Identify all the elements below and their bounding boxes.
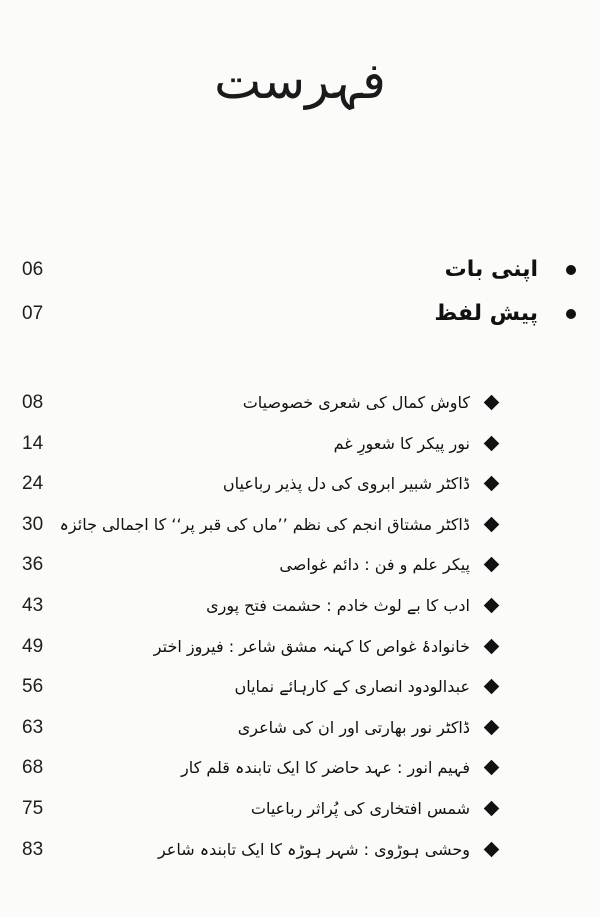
- entry-title: اپنی بات: [444, 257, 538, 282]
- bullet-icon: [566, 265, 576, 275]
- preface-entry: [0, 294, 600, 334]
- entry-title: خانوادۂ غواص کا کہنہ مشق شاعر : فیروز اختر: [153, 636, 470, 656]
- diamond-bullet-icon: [484, 476, 500, 492]
- entry-title: پیکر علم و فن : دائم غواصی: [279, 555, 470, 575]
- entry-title: ڈاکٹر نور بھارتی اور ان کی شاعری: [237, 717, 470, 737]
- contents-entry: [0, 545, 600, 585]
- contents-entry: [0, 708, 600, 748]
- page-number: 14: [22, 432, 44, 454]
- contents-entry: [0, 424, 600, 464]
- diamond-bullet-icon: [484, 395, 500, 411]
- diamond-bullet-icon: [484, 435, 500, 451]
- contents-entry: [0, 789, 600, 829]
- page-number: 08: [22, 392, 44, 413]
- page-number: 24: [22, 473, 44, 495]
- page-number: 36: [22, 554, 44, 576]
- diamond-bullet-icon: [484, 841, 500, 857]
- page-number: 49: [22, 635, 44, 657]
- entry-title: عبدالودود انصاری کے کارہائے نمایاں: [234, 677, 470, 697]
- contents-entry: [0, 830, 600, 870]
- page-number: 07: [22, 303, 44, 324]
- entry-title: ڈاکٹر مشتاق انجم کی نظم ’’ماں کی قبر پر‘‘ کا اجمالی جائزہ: [59, 514, 470, 534]
- contents-entry: [0, 383, 600, 423]
- entry-title: ڈاکٹر شبیر ابروی کی دل پذیر رباعیاں: [222, 474, 470, 494]
- entry-title: ادب کا بے لوث خادم : حشمت فتح پوری: [206, 596, 470, 615]
- entry-title: کاوش کمال کی شعری خصوصیات: [242, 393, 470, 412]
- preface-entry: [0, 250, 600, 290]
- diamond-bullet-icon: [484, 801, 500, 817]
- contents-entry: [0, 627, 600, 667]
- diamond-bullet-icon: [484, 598, 500, 614]
- contents-entry: [0, 667, 600, 707]
- bullet-icon: [566, 309, 576, 319]
- contents-entry: [0, 505, 600, 545]
- diamond-bullet-icon: [484, 517, 500, 533]
- contents-entry: [0, 748, 600, 788]
- page-number: 75: [22, 798, 44, 819]
- entry-title: نور پیکر کا شعورِ غم: [333, 433, 470, 453]
- diamond-bullet-icon: [484, 557, 500, 573]
- page-number: 63: [22, 716, 44, 738]
- page-number: 30: [22, 513, 44, 535]
- contents-entry: [0, 586, 600, 626]
- page-title: فہرست: [214, 52, 386, 110]
- diamond-bullet-icon: [484, 638, 500, 654]
- entry-title: پیش لفظ: [434, 301, 538, 326]
- entry-title: وحشی ہوڑوی : شہر ہوڑہ کا ایک تابندہ شاعر: [157, 839, 470, 859]
- page-number: 43: [22, 595, 44, 616]
- entry-title: شمس افتخاری کی پُراثر رباعیات: [250, 799, 470, 818]
- page-number: 56: [22, 676, 44, 698]
- entry-title: فہیم انور : عہد حاضر کا ایک تابندہ قلم کار: [181, 758, 470, 778]
- diamond-bullet-icon: [484, 720, 500, 736]
- diamond-bullet-icon: [484, 679, 500, 695]
- page-number: 68: [22, 757, 44, 779]
- page-number: 06: [22, 259, 44, 280]
- page-number: 83: [22, 838, 44, 860]
- diamond-bullet-icon: [484, 760, 500, 776]
- contents-entry: [0, 464, 600, 504]
